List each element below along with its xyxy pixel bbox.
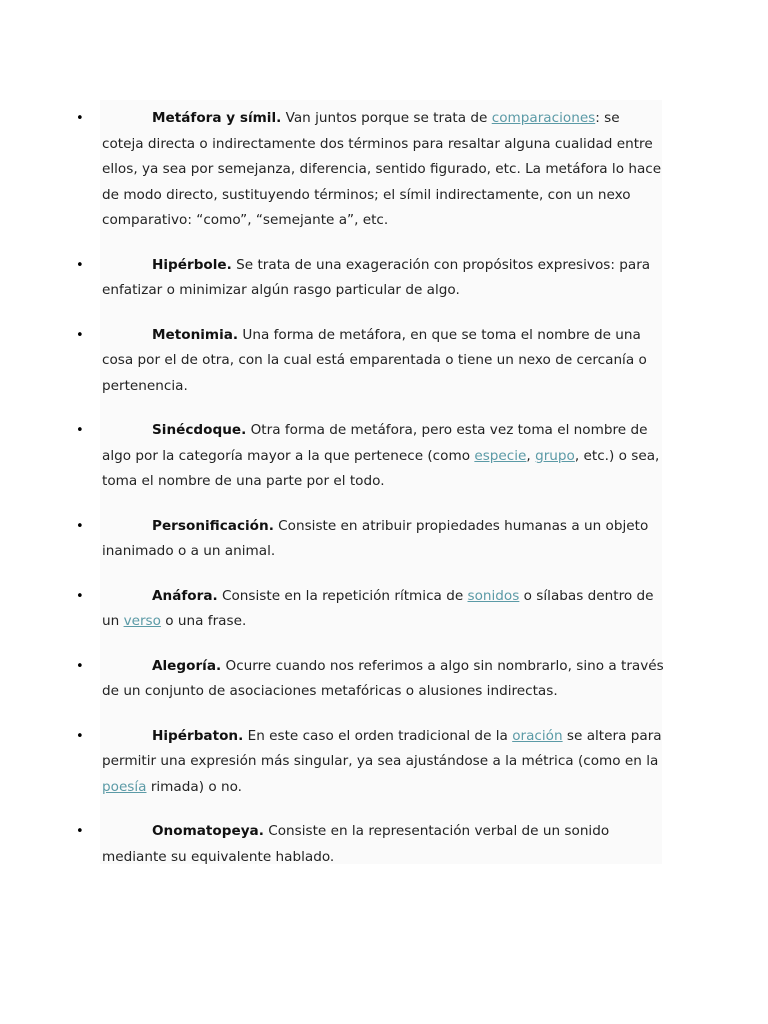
list-item-onomatopeya <box>0 819 664 870</box>
description-text: Otra forma de metáfora, pero esta vez toma el nombre de algo por la categoría mayor a la que pertenece (como <box>102 422 648 464</box>
link-grupo[interactable]: grupo <box>535 447 575 464</box>
description-text: : se coteja directa o indirectamente dos términos para resaltar alguna cualidad entre ellos, ya sea por semejanza, diferencia, sentido figurado, etc. La metáfora lo hace de modo directo, sustituyendo términos; el símil indirectamente, con un nexo comparativo: “como”, “semejante a”, etc. <box>102 110 662 228</box>
term-label: Personificación. <box>152 517 274 534</box>
term-label: Hipérbole. <box>152 256 232 273</box>
description-text: En este caso el orden tradicional de la <box>243 727 513 744</box>
term-label: Onomatopeya. <box>152 823 264 839</box>
link-oracion[interactable]: oración <box>512 727 563 744</box>
list-item-metafora <box>0 106 664 234</box>
bullet-icon: • <box>76 518 84 534</box>
bullet-icon: • <box>76 824 84 839</box>
description-text: Consiste en la representación verbal de un sonido mediante su equivalente hablado. <box>102 823 610 865</box>
description-text: se altera para permitir una expresión más singular, ya sea ajustándose a la métrica (como en la <box>102 727 662 769</box>
description-text: , <box>526 447 536 464</box>
list-item-personificacion <box>0 514 664 565</box>
description-text: Consiste en atribuir propiedades humanas a un objeto inanimado o a un animal. <box>102 517 649 559</box>
bullet-icon: • <box>76 111 84 126</box>
link-poesia[interactable]: poesía <box>102 778 147 795</box>
description-text: o una frase. <box>160 613 247 629</box>
bullet-icon: • <box>76 423 84 438</box>
link-verso[interactable]: verso <box>123 613 161 629</box>
term-label: Metonimia. <box>152 326 239 343</box>
list-item-anafora <box>0 584 664 635</box>
term-label: Alegoría. <box>152 657 222 674</box>
bullet-icon: • <box>76 327 84 343</box>
link-comparaciones[interactable]: comparaciones <box>491 110 596 126</box>
link-especie[interactable]: especie <box>474 447 527 464</box>
list-item-hiperbole <box>0 253 664 304</box>
bullet-icon: • <box>76 257 84 273</box>
description-text: o sílabas dentro de un <box>102 587 654 629</box>
description-text: rimada) o no. <box>146 778 242 795</box>
description-text: Van juntos porque se trata de <box>281 110 492 126</box>
bullet-icon: • <box>76 588 84 604</box>
term-label: Hipérbaton. <box>152 727 244 744</box>
description-text: Consiste en la repetición rítmica de <box>217 587 468 604</box>
list-item-alegoria <box>0 654 664 705</box>
description-text: Una forma de metáfora, en que se toma el nombre de una cosa por el de otra, con la cual está emparentada o tiene un nexo de cercanía o pertenencia. <box>102 326 647 394</box>
link-sonidos[interactable]: sonidos <box>467 587 520 604</box>
term-label: Sinécdoque. <box>152 422 247 438</box>
bullet-icon: • <box>76 728 84 744</box>
list-item-metonimia <box>0 323 664 400</box>
figures-of-speech-list <box>0 106 768 889</box>
term-label: Anáfora. <box>152 587 218 604</box>
term-label: Metáfora y símil. <box>152 110 282 126</box>
list-item-sinecdoque <box>0 418 664 495</box>
description-text: , etc.) o sea, toma el nombre de una parte por el todo. <box>102 447 660 489</box>
bullet-icon: • <box>76 658 84 674</box>
description-text: Ocurre cuando nos referimos a algo sin nombrarlo, sino a través de un conjunto de asociaciones metafóricas o alusiones indirectas. <box>102 657 664 699</box>
list-item-hiperbaton <box>0 724 664 801</box>
description-text: Se trata de una exageración con propósitos expresivos: para enfatizar o minimizar algún rasgo particular de algo. <box>102 256 651 298</box>
